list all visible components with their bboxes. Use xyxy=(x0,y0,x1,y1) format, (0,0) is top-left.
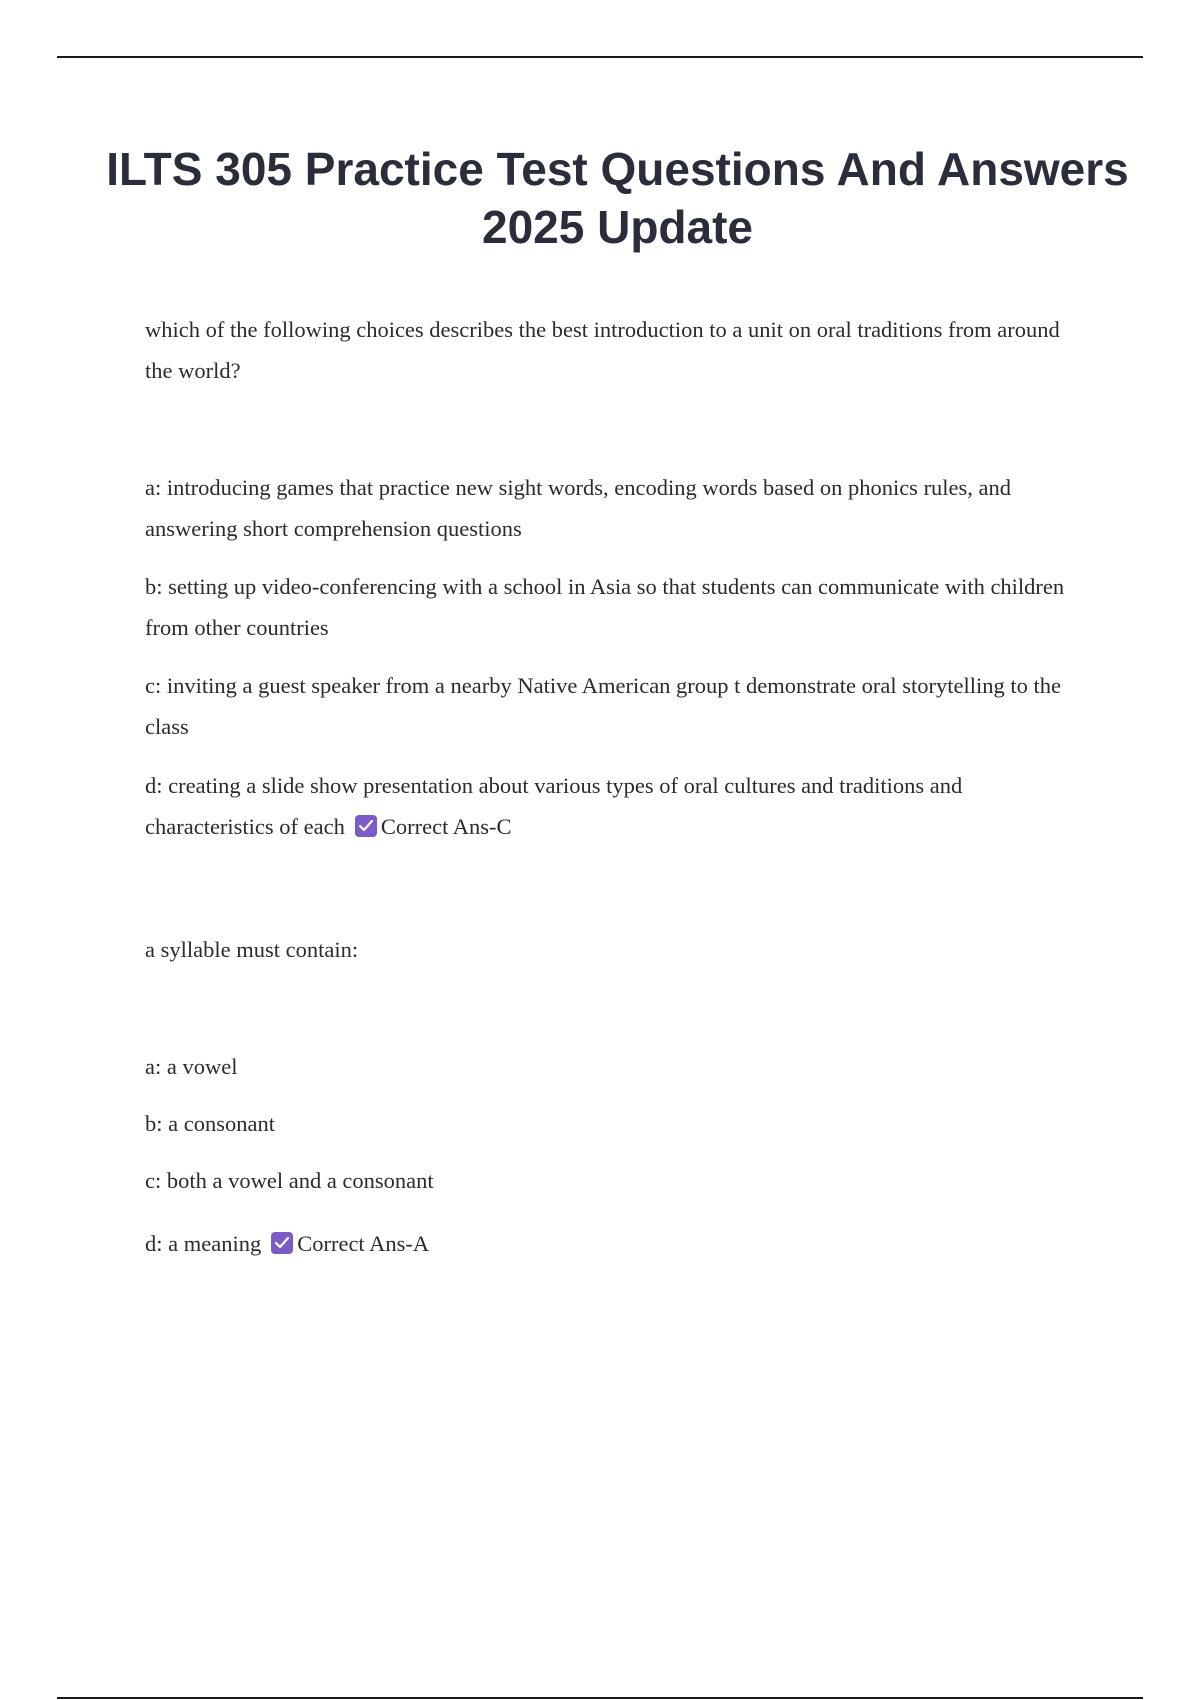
question-1 xyxy=(145,309,1090,391)
question-2 xyxy=(145,929,1090,970)
option-text: a: a vowel xyxy=(145,1054,238,1079)
question-2-option-a xyxy=(145,1046,1090,1087)
option-text: d: creating a slide show presentation about various types of oral cultures and traditions and characteristics of each xyxy=(145,773,963,839)
option-text: a: introducing games that practice new sight words, encoding words based on phonics rules, and answering short comprehension questions xyxy=(145,475,1012,541)
question-1-option-a xyxy=(145,467,1090,549)
option-text: b: a consonant xyxy=(145,1111,275,1136)
option-text: c: inviting a guest speaker from a nearby Native American group t demonstrate oral storytelling to the class xyxy=(145,673,1061,739)
check-box-icon xyxy=(355,815,377,837)
page-title: ILTS 305 Practice Test Questions And Answers 2025 Update xyxy=(106,143,1129,253)
option-text: c: both a vowel and a consonant xyxy=(145,1168,434,1193)
option-with-answer xyxy=(145,765,1090,847)
option-text: d: a meaning xyxy=(145,1231,262,1256)
top-rule xyxy=(57,56,1143,58)
question-1-option-c xyxy=(145,665,1090,747)
correct-answer: Correct Ans-C xyxy=(380,814,512,839)
question-2-option-b xyxy=(145,1103,1090,1144)
option-with-answer xyxy=(145,1223,1090,1264)
option-text: b: setting up video-conferencing with a school in Asia so that students can communicate with children from other countries xyxy=(145,574,1065,640)
check-box-icon xyxy=(271,1232,293,1254)
question-1-option-b xyxy=(145,566,1090,648)
question-1-option-d xyxy=(145,765,1090,847)
correct-answer: Correct Ans-A xyxy=(297,1231,430,1256)
question-2-option-d xyxy=(145,1223,1090,1264)
question-text: which of the following choices describes the best introduction to a unit on oral traditions from around the world? xyxy=(145,317,1060,383)
question-2-option-c xyxy=(145,1160,1090,1201)
bottom-rule xyxy=(57,1697,1143,1699)
question-text: a syllable must contain: xyxy=(145,937,359,962)
